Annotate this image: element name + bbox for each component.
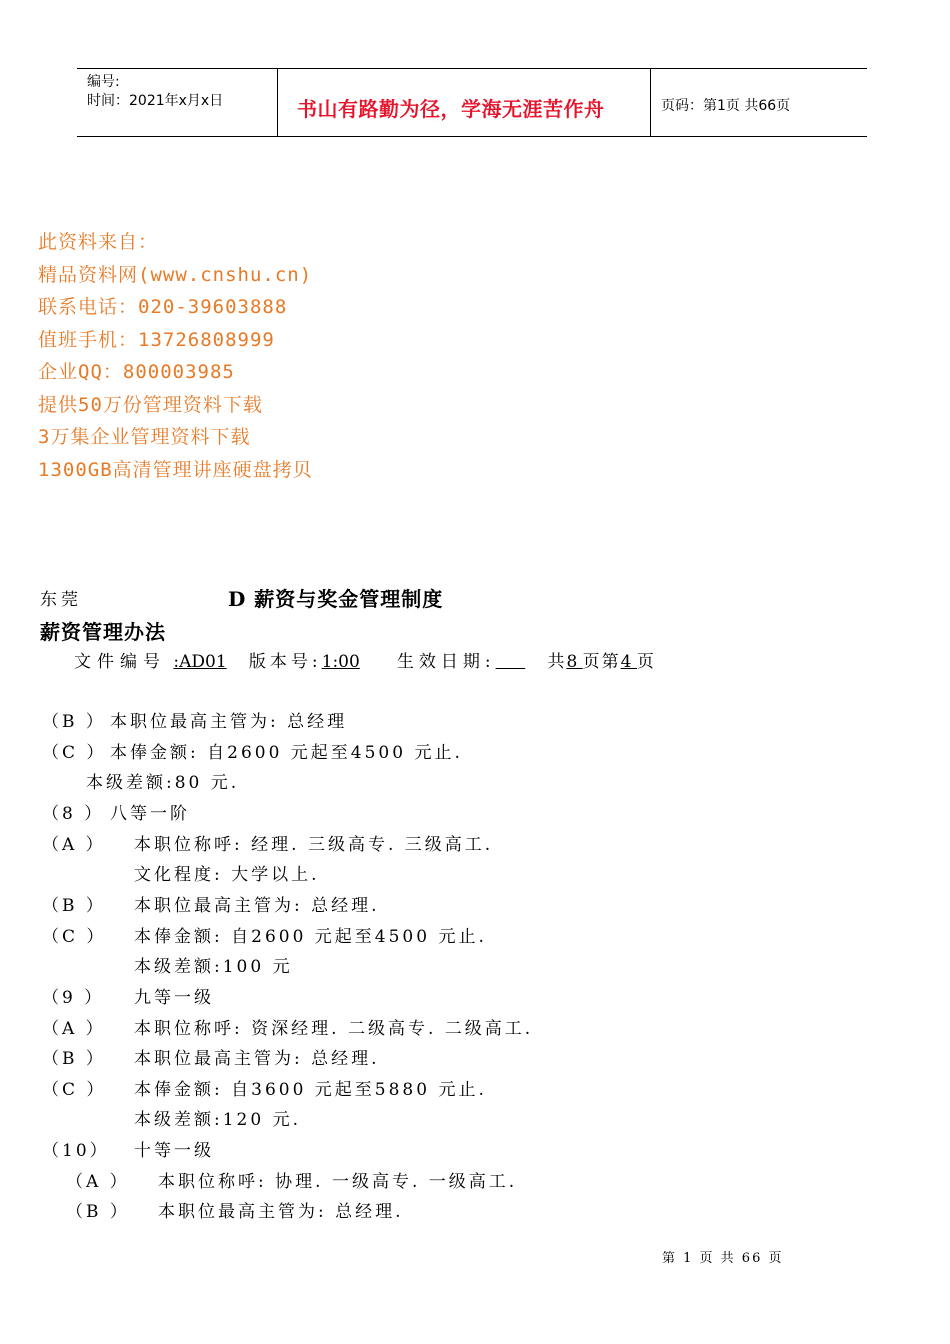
item-marker: （A ） <box>42 1019 106 1039</box>
promo-line: 此资料来自： <box>38 231 159 253</box>
header-left-cell <box>87 73 223 111</box>
item-text: 本职位最高主管为: 总经理. <box>158 1202 404 1222</box>
item-text: 本俸金额: 自2600 元起至4500 元止. <box>110 743 463 763</box>
page-suffix: 页 <box>636 652 656 672</box>
item-marker: （C ） <box>42 927 107 947</box>
header-table <box>77 68 867 137</box>
promo-block <box>38 226 313 486</box>
doc-city: 东莞 <box>40 590 82 610</box>
total-prefix: 共 <box>547 652 567 672</box>
code-label: 编号: <box>87 74 120 90</box>
item-marker: （B ） <box>42 1049 106 1069</box>
item-marker: （B ） <box>42 712 106 732</box>
item-text: 本俸金额: 自3600 元起至5880 元止. <box>134 1080 487 1100</box>
item-text: 本职位最高主管为: 总经理 <box>110 712 348 732</box>
item-marker: （8 ） <box>42 804 105 824</box>
item-text: 本职位称呼: 资深经理. 二级高专. 二级高工. <box>134 1019 534 1039</box>
item-marker: （A ） <box>66 1172 130 1192</box>
item-text: 十等一级 <box>134 1141 214 1161</box>
item-text: 本职位最高主管为: 总经理. <box>134 896 380 916</box>
item-text: 本职位最高主管为: 总经理. <box>134 1049 380 1069</box>
item-text: 本俸金额: 自2600 元起至4500 元止. <box>134 927 487 947</box>
header-divider <box>277 69 278 136</box>
item-marker: （10） <box>42 1141 110 1161</box>
promo-line: 精品资料网(www.cnshu.cn) <box>38 263 313 286</box>
header-page-info: 页码：第1页 共66页 <box>661 98 791 114</box>
doc-title-row <box>40 585 444 611</box>
header-motto: 书山有路勤为径，学海无涯苦作舟 <box>297 97 605 121</box>
doc-title: D 薪资与奖金管理制度 <box>228 587 444 611</box>
header-divider <box>650 69 651 136</box>
item-marker: （B ） <box>42 896 106 916</box>
item-marker: （A ） <box>42 835 106 855</box>
total-pages-value: 8 <box>566 652 583 672</box>
promo-line: 企业QQ：800003985 <box>38 361 235 383</box>
file-no-label: 文件编号 <box>74 652 166 672</box>
file-no-value: :AD01 <box>173 652 227 672</box>
page-mid: 页第 <box>582 652 621 672</box>
doc-subtitle: 薪资管理办法 <box>40 620 166 644</box>
promo-line: 1300GB高清管理讲座硬盘拷贝 <box>38 458 313 481</box>
version-label: 版本号: <box>248 652 322 672</box>
promo-line: 联系电话：020-39603888 <box>38 296 288 318</box>
item-text: 本职位称呼: 协理. 一级高专. 一级高工. <box>158 1172 518 1192</box>
item-text: 本级差额:80 元. <box>86 773 240 793</box>
date-value <box>496 652 526 672</box>
date-label: 生效日期: <box>396 652 496 672</box>
item-text: 文化程度: 大学以上. <box>134 865 320 885</box>
item-text: 本级差额:100 元 <box>134 957 293 977</box>
item-text: 本职位称呼: 经理. 三级高专. 三级高工. <box>134 835 494 855</box>
page-value: 4 <box>620 652 637 672</box>
item-marker: （9 ） <box>42 988 105 1008</box>
item-text: 本级差额:120 元. <box>134 1110 301 1130</box>
page-footer: 第 1 页 共 66 页 <box>662 1251 784 1266</box>
item-marker: （C ） <box>42 743 107 763</box>
promo-line: 提供50万份管理资料下载 <box>38 393 263 416</box>
doc-meta <box>74 647 656 672</box>
item-marker: （C ） <box>42 1080 107 1100</box>
item-text: 九等一级 <box>134 988 214 1008</box>
item-text: 八等一阶 <box>110 804 190 824</box>
promo-line: 3万集企业管理资料下载 <box>38 426 251 448</box>
version-value: 1:00 <box>321 652 360 672</box>
item-marker: （B ） <box>66 1202 130 1222</box>
promo-line: 值班手机：13726808999 <box>38 328 275 351</box>
time-label: 时间：2021年x月x日 <box>87 93 224 109</box>
